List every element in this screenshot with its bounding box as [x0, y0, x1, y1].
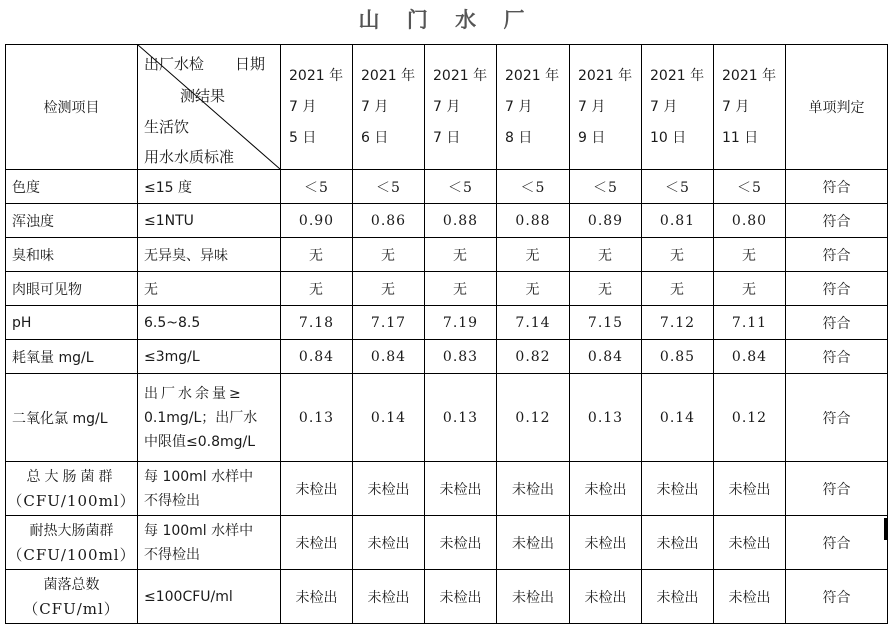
standard-cell: 出厂水余量≥ 0.1mg/L；出厂水 中限值≤0.8mg/L: [138, 374, 281, 462]
value-cell: 无: [353, 238, 425, 272]
value-cell: 0.84: [714, 340, 786, 374]
diag-top-left-label: 出厂水检: [144, 55, 205, 73]
value-cell: ＜5: [714, 170, 786, 204]
value-cell: 无: [642, 272, 714, 306]
water-quality-table: [5, 44, 888, 624]
item-cell: 耐热大肠菌群 （CFU/100ml）: [6, 516, 138, 570]
value-cell: 无: [642, 238, 714, 272]
judge-cell: 符合: [786, 272, 888, 306]
value-cell: 7.19: [425, 306, 497, 340]
table-row: [6, 272, 888, 306]
value-cell: 无: [497, 238, 570, 272]
value-cell: 无: [425, 238, 497, 272]
value-cell: 未检出: [353, 462, 425, 516]
date-header: 2021 年 7 月 8 日: [497, 45, 570, 170]
value-cell: 0.84: [353, 340, 425, 374]
diag-middle-label: 测结果: [180, 87, 226, 105]
diag-bottom-label-1: 生活饮: [144, 118, 190, 136]
value-cell: 0.12: [714, 374, 786, 462]
right-edge-mark: [884, 518, 887, 540]
judge-cell: 符合: [786, 462, 888, 516]
standard-cell: 无: [138, 272, 281, 306]
value-cell: 0.84: [570, 340, 642, 374]
table-row: [6, 570, 888, 624]
date-header: 2021 年 7 月 9 日: [570, 45, 642, 170]
value-cell: 未检出: [714, 570, 786, 624]
value-cell: 未检出: [425, 462, 497, 516]
value-cell: 未检出: [425, 570, 497, 624]
judge-cell: 符合: [786, 516, 888, 570]
value-cell: 0.88: [497, 204, 570, 238]
value-cell: 0.80: [714, 204, 786, 238]
page-title: 山 门 水 厂: [358, 8, 535, 32]
table-row: [6, 170, 888, 204]
value-cell: 0.85: [642, 340, 714, 374]
value-cell: 未检出: [497, 516, 570, 570]
judge-cell: 符合: [786, 306, 888, 340]
table-row: [6, 238, 888, 272]
value-cell: ＜5: [425, 170, 497, 204]
judge-cell: 符合: [786, 170, 888, 204]
value-cell: 未检出: [642, 462, 714, 516]
value-cell: 未检出: [497, 570, 570, 624]
value-cell: 0.82: [497, 340, 570, 374]
value-cell: 7.18: [281, 306, 353, 340]
value-cell: 未检出: [281, 516, 353, 570]
item-cell: pH: [6, 306, 138, 340]
date-header: 2021 年 7 月 7 日: [425, 45, 497, 170]
value-cell: 0.89: [570, 204, 642, 238]
value-cell: 无: [353, 272, 425, 306]
judge-cell: 符合: [786, 570, 888, 624]
value-cell: 7.11: [714, 306, 786, 340]
value-cell: 无: [497, 272, 570, 306]
judge-cell: 符合: [786, 238, 888, 272]
value-cell: 未检出: [497, 462, 570, 516]
standard-cell: ≤15 度: [138, 170, 281, 204]
standard-cell: ≤3mg/L: [138, 340, 281, 374]
value-cell: 未检出: [281, 462, 353, 516]
value-cell: ＜5: [281, 170, 353, 204]
value-cell: 未检出: [642, 516, 714, 570]
judge-cell: 符合: [786, 340, 888, 374]
value-cell: 未检出: [425, 516, 497, 570]
item-cell: 肉眼可见物: [6, 272, 138, 306]
value-cell: 未检出: [281, 570, 353, 624]
value-cell: ＜5: [497, 170, 570, 204]
value-cell: ＜5: [642, 170, 714, 204]
header-judge-col: 单项判定: [786, 45, 888, 170]
value-cell: 无: [714, 238, 786, 272]
value-cell: 未检出: [714, 462, 786, 516]
value-cell: 无: [714, 272, 786, 306]
judge-cell: 符合: [786, 374, 888, 462]
header-item-col: 检测项目: [6, 45, 138, 170]
table-row: [6, 374, 888, 462]
standard-cell: 6.5~8.5: [138, 306, 281, 340]
value-cell: 未检出: [570, 516, 642, 570]
value-cell: 7.14: [497, 306, 570, 340]
item-cell: 浑浊度: [6, 204, 138, 238]
standard-cell: ≤100CFU/ml: [138, 570, 281, 624]
value-cell: 未检出: [570, 462, 642, 516]
table-row: [6, 340, 888, 374]
header-row: [6, 45, 888, 170]
value-cell: 0.14: [353, 374, 425, 462]
value-cell: 7.17: [353, 306, 425, 340]
value-cell: 未检出: [353, 516, 425, 570]
value-cell: 无: [281, 238, 353, 272]
item-cell: 臭和味: [6, 238, 138, 272]
value-cell: 未检出: [353, 570, 425, 624]
value-cell: 未检出: [570, 570, 642, 624]
date-header: 2021 年 7 月 6 日: [353, 45, 425, 170]
value-cell: ＜5: [353, 170, 425, 204]
standard-cell: 每 100ml 水样中 不得检出: [138, 516, 281, 570]
standard-cell: ≤1NTU: [138, 204, 281, 238]
value-cell: 未检出: [642, 570, 714, 624]
standard-cell: 每 100ml 水样中 不得检出: [138, 462, 281, 516]
table-row: [6, 306, 888, 340]
value-cell: 0.13: [281, 374, 353, 462]
value-cell: 0.88: [425, 204, 497, 238]
table-row: [6, 462, 888, 516]
item-cell: 耗氧量 mg/L: [6, 340, 138, 374]
value-cell: 0.13: [425, 374, 497, 462]
value-cell: 无: [425, 272, 497, 306]
diag-bottom-label-2: 用水水质标准: [144, 148, 235, 166]
value-cell: 7.12: [642, 306, 714, 340]
value-cell: 0.13: [570, 374, 642, 462]
value-cell: 0.14: [642, 374, 714, 462]
value-cell: 7.15: [570, 306, 642, 340]
item-cell: 菌落总数 （CFU/ml）: [6, 570, 138, 624]
value-cell: 0.90: [281, 204, 353, 238]
value-cell: 0.83: [425, 340, 497, 374]
header-diagonal-cell: [138, 45, 281, 170]
item-cell: 二氧化氯 mg/L: [6, 374, 138, 462]
value-cell: 0.81: [642, 204, 714, 238]
diag-top-right-label: 日期: [235, 55, 266, 73]
value-cell: 无: [281, 272, 353, 306]
standard-cell: 无异臭、异味: [138, 238, 281, 272]
value-cell: 0.84: [281, 340, 353, 374]
value-cell: ＜5: [570, 170, 642, 204]
value-cell: 0.86: [353, 204, 425, 238]
date-header: 2021 年 7 月 5 日: [281, 45, 353, 170]
value-cell: 无: [570, 272, 642, 306]
value-cell: 未检出: [714, 516, 786, 570]
value-cell: 0.12: [497, 374, 570, 462]
table-row: [6, 204, 888, 238]
date-header: 2021 年 7 月 10 日: [642, 45, 714, 170]
item-cell: 总大肠菌群 （CFU/100ml）: [6, 462, 138, 516]
item-cell: 色度: [6, 170, 138, 204]
judge-cell: 符合: [786, 204, 888, 238]
value-cell: 无: [570, 238, 642, 272]
table-row: [6, 516, 888, 570]
date-header: 2021 年 7 月 11 日: [714, 45, 786, 170]
